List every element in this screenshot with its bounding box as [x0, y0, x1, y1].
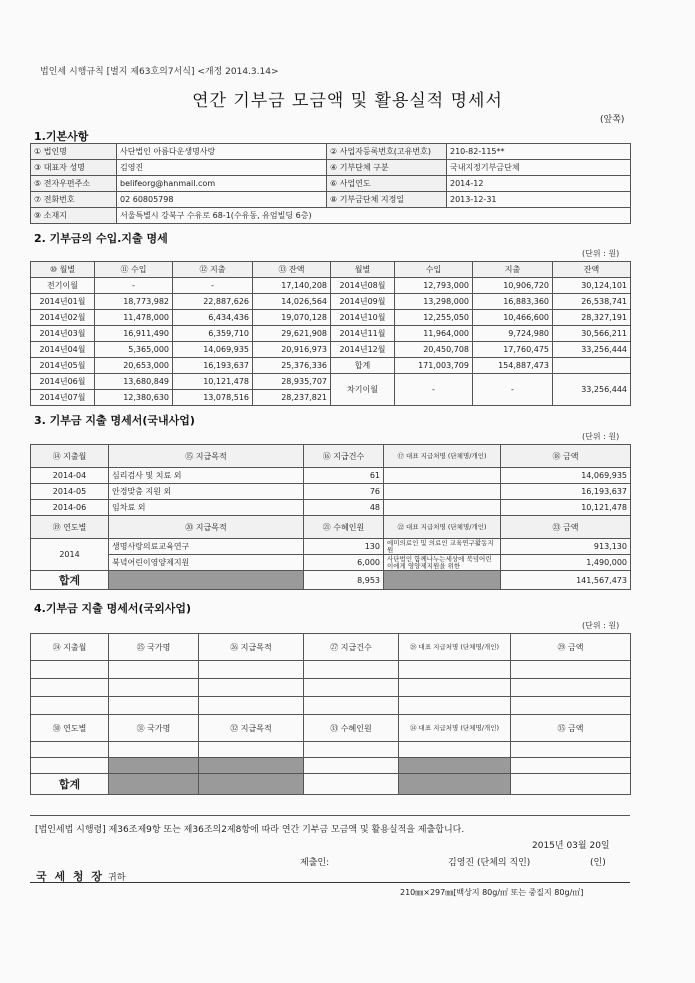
table-header-row — [31, 516, 631, 539]
balance-cell: 28,327,191 — [553, 310, 631, 326]
section3-heading: 3. 기부금 지출 명세서(국내사업) — [34, 414, 195, 427]
column-header: ⑯ 지급건수 — [304, 445, 384, 468]
column-header: ㉑ 수혜인원 — [304, 516, 384, 539]
column-header: ⑬ 잔액 — [253, 262, 331, 278]
column-header: ⑲ 연도별 — [31, 516, 109, 539]
column-header: ㉘ 대표 지급처명 (단체명/개인) — [399, 634, 511, 661]
field-label: ② 사업자등록번호(고유번호) — [327, 144, 447, 160]
month-cell: 2014-04 — [31, 468, 109, 484]
recipient-cell — [384, 468, 501, 484]
address-value: 서울특별시 강북구 수유로 68-1(수유동, 유엄빌딩 6층) — [117, 208, 631, 224]
submission-date: 2015년 03월 20일 — [532, 841, 610, 851]
expense-cell: 10,906,720 — [473, 278, 553, 294]
column-header: ㉜ 지급목적 — [199, 715, 304, 742]
total-row — [31, 774, 631, 795]
expense-cell: 14,069,935 — [173, 342, 253, 358]
balance-cell: 26,538,741 — [553, 294, 631, 310]
side-label: (앞쪽) — [600, 115, 625, 125]
amount-cell: 913,130 — [501, 539, 631, 555]
section2-unit: (단위 : 원) — [582, 249, 620, 258]
expense-cell: 16,193,637 — [173, 358, 253, 374]
income-cell: 171,003,709 — [395, 358, 473, 374]
income-cell: 12,255,050 — [395, 310, 473, 326]
column-header: ㉕ 국가명 — [109, 634, 199, 661]
field-value: 2013-12-31 — [447, 192, 631, 208]
income-cell: 13,298,000 — [395, 294, 473, 310]
section1-heading: 1.기본사항 — [34, 130, 89, 143]
column-header: 잔액 — [553, 262, 631, 278]
purpose-cell: 안경맞춤 지원 외 — [109, 484, 304, 500]
submitter-label: 제출인: — [300, 858, 330, 868]
month-cell: 2014년12월 — [331, 342, 395, 358]
expense-cell: 16,883,360 — [473, 294, 553, 310]
income-cell: 20,653,000 — [95, 358, 173, 374]
carry-income: - — [395, 374, 473, 406]
field-value: 210-82-115** — [447, 144, 631, 160]
shaded-cell — [109, 571, 304, 590]
balance-cell: 25,376,336 — [253, 358, 331, 374]
field-value: 02 60805798 — [117, 192, 327, 208]
paper-spec: 210㎜×297㎜[백상지 80g/㎡ 또는 중질지 80g/㎡] — [400, 888, 584, 897]
field-value: 사단법인 아름다운생명사랑 — [117, 144, 327, 160]
expense-cell: 17,760,475 — [473, 342, 553, 358]
info-row — [31, 160, 631, 176]
count-cell: 76 — [304, 484, 384, 500]
statement-text: [법인세법 시행령] 제36조제9항 또는 제36조의2제8항에 따라 연간 기부금 모금액 및 활용실적을 제출합니다. — [35, 825, 465, 835]
month-cell: 전기이월 — [31, 278, 95, 294]
section4-unit: (단위 : 원) — [582, 621, 620, 630]
field-label: ⑧ 기부금단체 지정일 — [327, 192, 447, 208]
month-cell: 2014년10월 — [331, 310, 395, 326]
month-cell: 2014년04월 — [31, 342, 95, 358]
recipient: 국 세 청 장 — [36, 870, 104, 883]
amount-cell: 14,069,935 — [501, 468, 631, 484]
balance-cell: 29,621,908 — [253, 326, 331, 342]
column-header: ㉞ 대표 지급처명 (단체명/개인) — [399, 715, 511, 742]
field-value: 김영진 — [117, 160, 327, 176]
purpose-cell: 임차료 외 — [109, 500, 304, 516]
expense-cell: 13,078,516 — [173, 390, 253, 406]
field-value: 국내지정기부금단체 — [447, 160, 631, 176]
carry-balance: 33,256,444 — [553, 374, 631, 406]
month-cell: 합계 — [331, 358, 395, 374]
income-expense-table — [30, 261, 631, 406]
month-cell: 2014년11월 — [331, 326, 395, 342]
income-cell: 11,478,000 — [95, 310, 173, 326]
balance-cell: 30,566,211 — [553, 326, 631, 342]
total-amount: 141,567,473 — [501, 571, 631, 590]
balance-cell: 28,237,821 — [253, 390, 331, 406]
table-row — [31, 742, 631, 758]
column-header: 월별 — [331, 262, 395, 278]
month-cell: 2014년06월 — [31, 374, 95, 390]
column-header: ⑮ 지급목적 — [109, 445, 304, 468]
divider — [30, 882, 630, 883]
total-label: 합계 — [31, 571, 109, 590]
domestic-expense-table — [30, 444, 631, 590]
field-value: belifeorg@hanmail.com — [117, 176, 327, 192]
total-row — [31, 571, 631, 590]
table-row — [31, 500, 631, 516]
column-header: ⑭ 지출월 — [31, 445, 109, 468]
column-header: ⑱ 금액 — [501, 445, 631, 468]
amount-cell: 1,490,000 — [501, 555, 631, 571]
table-row — [31, 310, 631, 326]
table-row — [31, 679, 631, 697]
field-label: ⑥ 사업연도 — [327, 176, 447, 192]
expense-cell: - — [173, 278, 253, 294]
column-header: 지출 — [473, 262, 553, 278]
expense-cell: 6,359,710 — [173, 326, 253, 342]
expense-cell: 9,724,980 — [473, 326, 553, 342]
column-header: ⑰ 대표 지급처명 (단체명/개인) — [384, 445, 501, 468]
table-row — [31, 294, 631, 310]
info-row — [31, 176, 631, 192]
amount-cell: 10,121,478 — [501, 500, 631, 516]
expense-cell: 22,887,626 — [173, 294, 253, 310]
balance-cell: 19,070,128 — [253, 310, 331, 326]
year-cell: 2014 — [31, 539, 109, 571]
shaded-cell — [384, 571, 501, 590]
income-cell: 12,380,630 — [95, 390, 173, 406]
table-row — [31, 374, 631, 390]
balance-cell: 33,256,444 — [553, 342, 631, 358]
table-row — [31, 484, 631, 500]
submitter-name: 김영진 (단체의 직인) — [448, 858, 531, 868]
expense-cell: 10,466,600 — [473, 310, 553, 326]
recipient-suffix: 귀하 — [108, 873, 126, 883]
section2-heading: 2. 기부금의 수입.지출 명세 — [34, 232, 168, 245]
column-header: ㉚ 연도별 — [31, 715, 109, 742]
carry-label: 차기이월 — [331, 374, 395, 406]
month-cell: 2014년02월 — [31, 310, 95, 326]
column-header: ⑫ 지출 — [173, 262, 253, 278]
basic-info-table — [30, 143, 631, 224]
section4-heading: 4.기부금 지출 명세서(국외사업) — [34, 602, 192, 615]
income-cell: 5,365,000 — [95, 342, 173, 358]
table-row — [31, 468, 631, 484]
balance-cell: 20,916,973 — [253, 342, 331, 358]
expense-cell: 6,434,436 — [173, 310, 253, 326]
month-cell: 2014년08월 — [331, 278, 395, 294]
form-reference: 법인세 시행규칙 [별지 제63호의7서식] <개정 2014.3.14> — [40, 67, 279, 77]
column-header: ㉟ 금액 — [511, 715, 631, 742]
balance-cell: 14,026,564 — [253, 294, 331, 310]
column-header: ㉙ 금액 — [511, 634, 631, 661]
column-header: ㉔ 지출월 — [31, 634, 109, 661]
month-cell: 2014-05 — [31, 484, 109, 500]
total-label: 합계 — [31, 774, 109, 795]
column-header: ㉖ 지급목적 — [199, 634, 304, 661]
column-header: ㉗ 지급건수 — [304, 634, 399, 661]
month-cell: 2014년09월 — [331, 294, 395, 310]
address-row — [31, 208, 631, 224]
table-header-row — [31, 445, 631, 468]
income-cell: 18,773,982 — [95, 294, 173, 310]
table-row — [31, 555, 631, 571]
income-cell: 13,680,849 — [95, 374, 173, 390]
income-cell: 16,911,490 — [95, 326, 173, 342]
month-cell: 2014-06 — [31, 500, 109, 516]
table-row — [31, 326, 631, 342]
purpose-cell: 심리검사 및 치료 외 — [109, 468, 304, 484]
recipient-cell: 사단법인 함께나누는세상에 북녘어린이에게 영양제지원을 위한 — [384, 555, 501, 571]
amount-cell: 16,193,637 — [501, 484, 631, 500]
income-cell: - — [95, 278, 173, 294]
total-count: 8,953 — [304, 571, 384, 590]
field-label: ⑦ 전화번호 — [31, 192, 117, 208]
balance-cell: 30,124,101 — [553, 278, 631, 294]
carry-expense: - — [473, 374, 553, 406]
recipient-cell: 에미의료인 및 의료인 교육연구활동지원 — [384, 539, 501, 555]
table-row — [31, 358, 631, 374]
field-label: ③ 대표자 성명 — [31, 160, 117, 176]
field-value: 2014-12 — [447, 176, 631, 192]
address-label: ⑨ 소재지 — [31, 208, 117, 224]
overseas-expense-table — [30, 633, 631, 795]
table-header-row — [31, 262, 631, 278]
table-header-row — [31, 715, 631, 742]
table-row — [31, 697, 631, 715]
info-row — [31, 192, 631, 208]
income-cell: 12,793,000 — [395, 278, 473, 294]
column-header: 수입 — [395, 262, 473, 278]
month-cell: 2014년03월 — [31, 326, 95, 342]
table-header-row — [31, 634, 631, 661]
section3-unit: (단위 : 원) — [582, 432, 620, 441]
page-title: 연간 기부금 모금액 및 활용실적 명세서 — [192, 91, 503, 111]
table-row — [31, 278, 631, 294]
column-header: ⑳ 지급목적 — [109, 516, 304, 539]
column-header: ㉒ 대표 지급처명 (단체명/개인) — [384, 516, 501, 539]
income-cell: 11,964,000 — [395, 326, 473, 342]
table-row — [31, 661, 631, 679]
balance-cell: 17,140,208 — [253, 278, 331, 294]
income-cell: 20,450,708 — [395, 342, 473, 358]
expense-cell: 154,887,473 — [473, 358, 553, 374]
field-label: ⑤ 전자우편주소 — [31, 176, 117, 192]
column-header: ㉓ 금액 — [501, 516, 631, 539]
count-cell: 130 — [304, 539, 384, 555]
count-cell: 61 — [304, 468, 384, 484]
count-cell: 48 — [304, 500, 384, 516]
column-header: ⑩ 월별 — [31, 262, 95, 278]
field-label: ④ 기부단체 구분 — [327, 160, 447, 176]
purpose-cell: 북녘어린이영양제지원 — [109, 555, 304, 571]
seal-mark: (인) — [590, 858, 606, 868]
table-row — [31, 758, 631, 774]
field-label: ① 법인명 — [31, 144, 117, 160]
month-cell: 2014년01월 — [31, 294, 95, 310]
info-row — [31, 144, 631, 160]
count-cell: 6,000 — [304, 555, 384, 571]
column-header: ㉛ 국가명 — [109, 715, 199, 742]
recipient-cell — [384, 484, 501, 500]
month-cell: 2014년07월 — [31, 390, 95, 406]
recipient-cell — [384, 500, 501, 516]
month-cell: 2014년05월 — [31, 358, 95, 374]
column-header: ㉝ 수혜인원 — [304, 715, 399, 742]
column-header: ⑪ 수입 — [95, 262, 173, 278]
expense-cell: 10,121,478 — [173, 374, 253, 390]
balance-cell: 28,935,707 — [253, 374, 331, 390]
table-row — [31, 342, 631, 358]
purpose-cell: 생명사랑의료교육연구 — [109, 539, 304, 555]
table-row — [31, 539, 631, 555]
balance-cell — [553, 358, 631, 374]
